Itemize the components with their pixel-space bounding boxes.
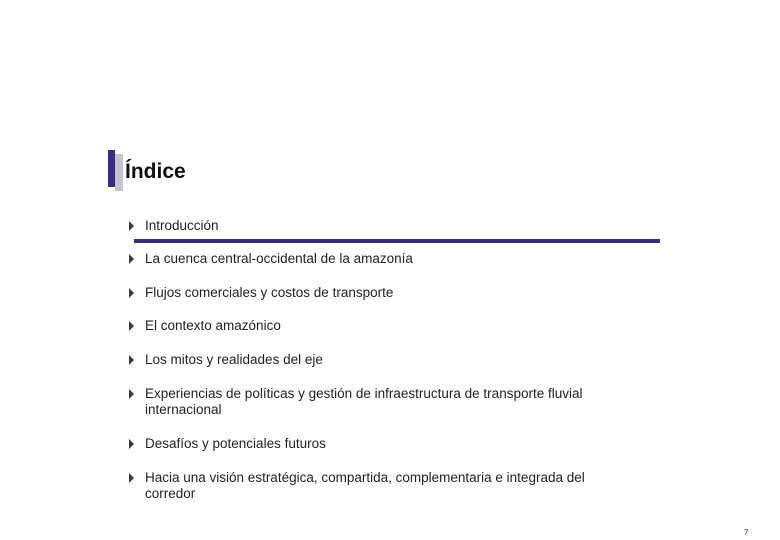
list-item-label: Los mitos y realidades del eje bbox=[145, 352, 323, 367]
list-item bbox=[129, 436, 629, 452]
list-item-label: Experiencias de políticas y gestión de infraestructura de transporte fluvial internacional bbox=[145, 386, 583, 417]
triangle-right-icon bbox=[129, 439, 134, 449]
list-item-label: Hacia una visión estratégica, compartida, complementaria e integrada del corredor bbox=[145, 470, 585, 501]
list-item bbox=[129, 251, 629, 267]
triangle-right-icon bbox=[129, 355, 134, 365]
triangle-right-icon bbox=[129, 473, 134, 483]
triangle-right-icon bbox=[129, 321, 134, 331]
title-accent-shadow bbox=[115, 154, 123, 191]
list-item-label: Desafíos y potenciales futuros bbox=[145, 436, 326, 451]
list-item bbox=[129, 218, 629, 234]
list-item bbox=[129, 352, 629, 368]
triangle-right-icon bbox=[129, 221, 134, 231]
list-item-label: La cuenca central-occidental de la amazonía bbox=[145, 251, 413, 266]
list-item-label: El contexto amazónico bbox=[145, 318, 281, 333]
slide-title: Índice bbox=[125, 160, 186, 183]
list-item bbox=[129, 386, 599, 418]
title-accent-bar bbox=[108, 150, 115, 187]
list-item bbox=[129, 318, 629, 334]
list-item-label: Introducción bbox=[145, 218, 219, 233]
list-item bbox=[129, 285, 629, 301]
list-item-label: Flujos comerciales y costos de transporte bbox=[145, 285, 394, 300]
triangle-right-icon bbox=[129, 288, 134, 298]
page-number: 7 bbox=[744, 528, 749, 537]
triangle-right-icon bbox=[129, 254, 134, 264]
divider-line bbox=[134, 239, 660, 243]
triangle-right-icon bbox=[129, 389, 134, 399]
list-item bbox=[129, 470, 604, 502]
